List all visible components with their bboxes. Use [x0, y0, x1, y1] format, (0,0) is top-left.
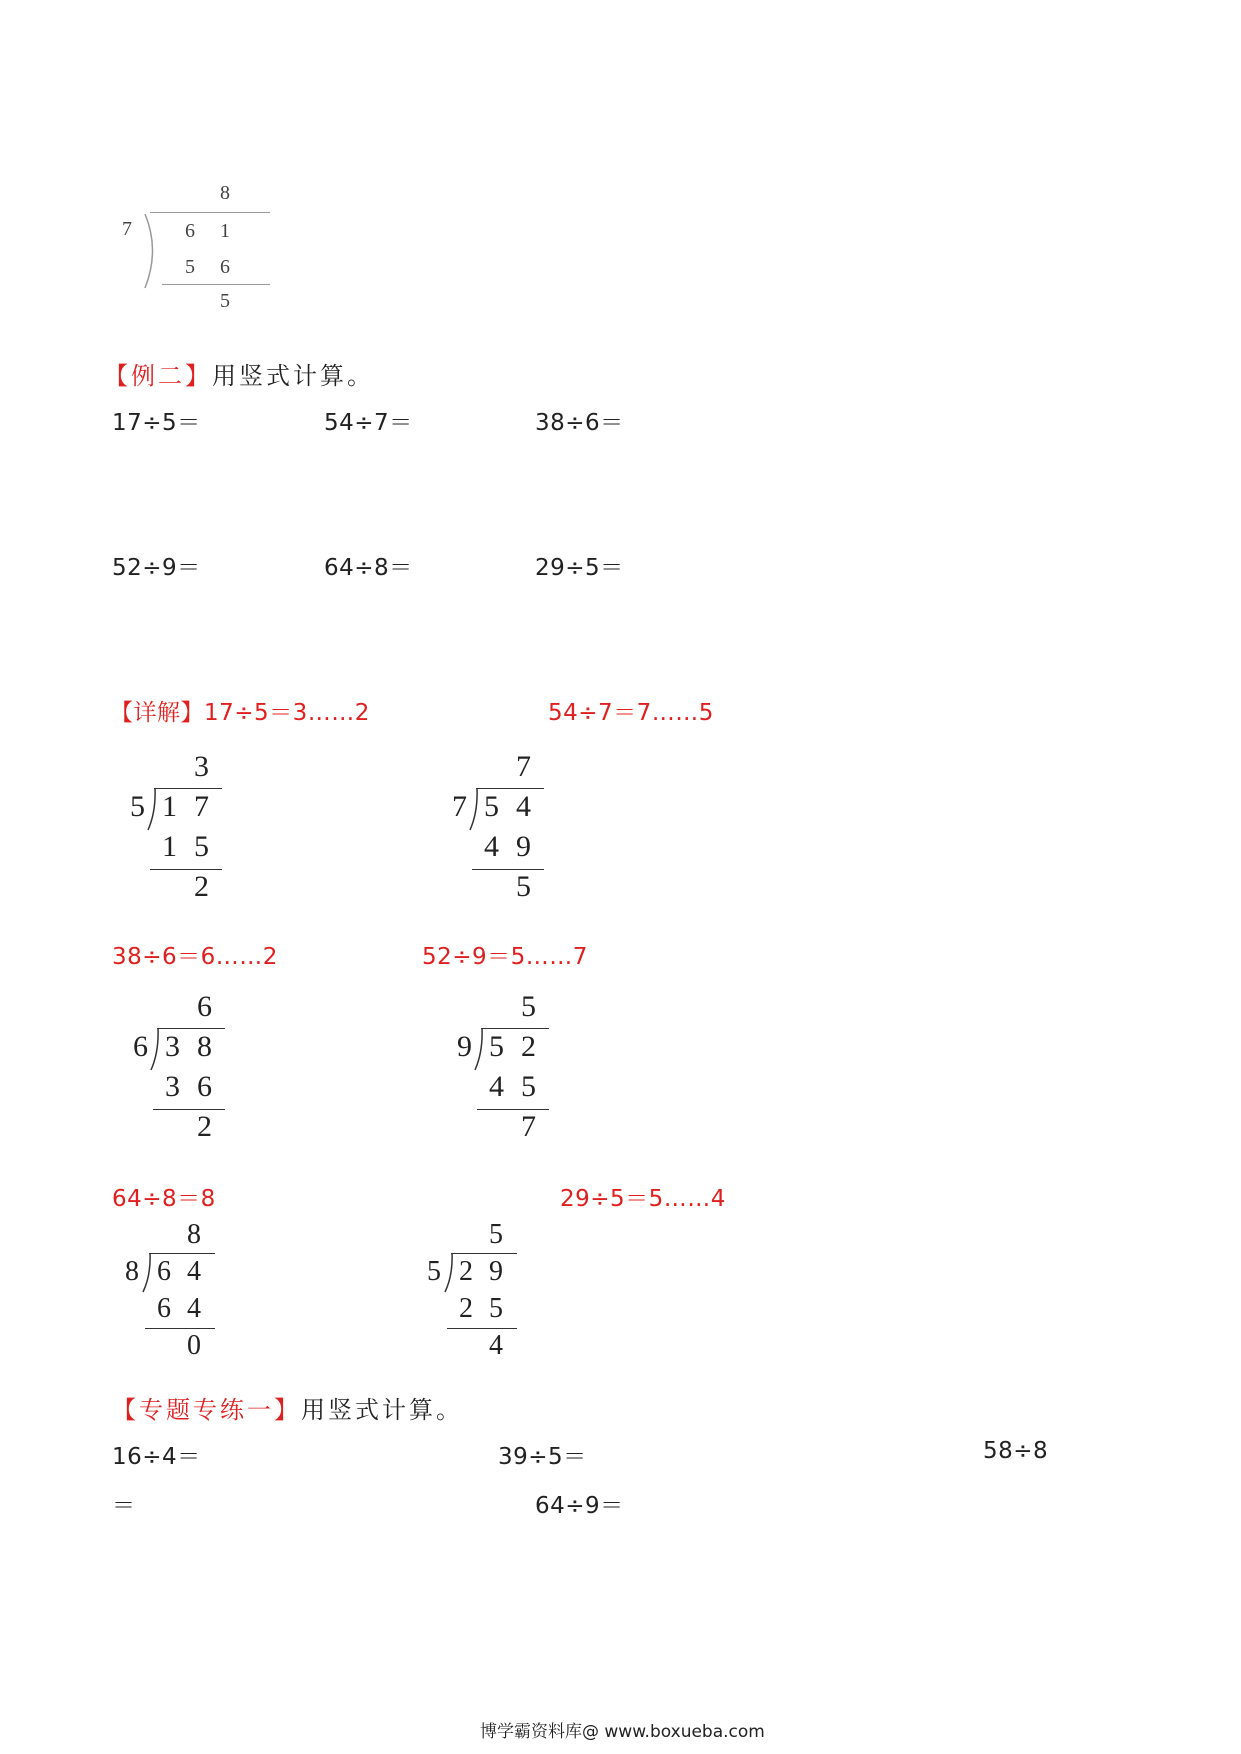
dividend-digit: 2	[459, 1256, 473, 1287]
dividend-digit: 2	[521, 1030, 536, 1063]
dividend-digit: 6	[157, 1256, 171, 1287]
practice1-problem: 16÷4＝	[112, 1444, 201, 1470]
quotient-digit: 5	[489, 1219, 503, 1250]
practice1-instruction: 用竖式计算。	[301, 1396, 463, 1424]
long-division-4	[457, 992, 587, 1142]
example2-problem: 17÷5＝	[112, 410, 201, 436]
division-subtract-line	[153, 1109, 225, 1110]
example2-label: 【例二】	[104, 362, 212, 390]
product-digit: 5	[489, 1293, 503, 1324]
long-division-1	[130, 752, 260, 902]
top-remainder: 5	[220, 290, 230, 312]
quotient-digit: 5	[521, 990, 536, 1023]
top-product-digit: 6	[220, 256, 230, 278]
long-division-3	[133, 992, 263, 1142]
practice1-heading	[112, 1390, 463, 1425]
division-bracket	[473, 1028, 487, 1074]
division-subtract-line	[472, 869, 544, 870]
example2-problem: 54÷7＝	[324, 410, 413, 436]
explanation-answer: 52÷9＝5……7	[422, 944, 588, 970]
top-division-bracket	[142, 212, 162, 290]
dividend-digit: 1	[162, 790, 177, 823]
top-product-digit: 5	[185, 256, 195, 278]
division-bracket	[149, 1028, 163, 1074]
top-divisor: 7	[122, 218, 132, 240]
division-bracket	[141, 1253, 155, 1296]
footer-text: 博学霸资料库@ www.boxueba.com	[480, 1722, 765, 1742]
dividend-digit: 5	[489, 1030, 504, 1063]
product-digit: 2	[459, 1293, 473, 1324]
remainder-digit: 7	[521, 1110, 536, 1143]
explanation-answer: 29÷5＝5……4	[560, 1186, 726, 1212]
division-subtract-line	[150, 869, 222, 870]
dividend-digit: 5	[484, 790, 499, 823]
remainder-digit: 2	[197, 1110, 212, 1143]
product-digit: 5	[521, 1070, 536, 1103]
quotient-digit: 7	[516, 750, 531, 783]
example2-problem: 52÷9＝	[112, 555, 201, 581]
product-digit: 4	[187, 1293, 201, 1324]
explanation-answer: 17÷5＝3……2	[204, 700, 370, 726]
dividend-digit: 7	[194, 790, 209, 823]
product-digit: 4	[489, 1070, 504, 1103]
top-top-line	[150, 212, 270, 213]
explanation-answer: 38÷6＝6……2	[112, 944, 278, 970]
explanation-answer-row	[110, 694, 370, 727]
product-digit: 5	[194, 830, 209, 863]
example2-instruction: 用竖式计算。	[212, 362, 374, 390]
quotient-digit: 8	[187, 1219, 201, 1250]
division-bracket	[468, 788, 482, 834]
long-division-5	[125, 1220, 255, 1370]
long-division-2	[452, 752, 582, 902]
divisor-digit: 5	[130, 790, 145, 823]
dividend-digit: 3	[165, 1030, 180, 1063]
remainder-digit: 4	[489, 1330, 503, 1361]
product-digit: 3	[165, 1070, 180, 1103]
top-dividend-digit: 6	[185, 220, 195, 242]
practice1-problem: 58÷8	[983, 1438, 1049, 1464]
top-division	[110, 180, 270, 320]
product-digit: 4	[484, 830, 499, 863]
explanation-answer: 54÷7＝7……5	[548, 700, 714, 726]
division-top-line	[476, 788, 544, 789]
division-subtract-line	[477, 1109, 549, 1110]
practice1-problem: 39÷5＝	[498, 1444, 587, 1470]
product-digit: 1	[162, 830, 177, 863]
division-bracket	[443, 1253, 457, 1296]
top-quotient: 8	[220, 182, 230, 204]
dividend-digit: 4	[187, 1256, 201, 1287]
product-digit: 6	[157, 1293, 171, 1324]
practice1-label: 【专题专练一】	[112, 1396, 301, 1424]
example2-problem: 29÷5＝	[535, 555, 624, 581]
division-top-line	[157, 1028, 225, 1029]
quotient-digit: 6	[197, 990, 212, 1023]
product-digit: 6	[197, 1070, 212, 1103]
dividend-digit: 8	[197, 1030, 212, 1063]
top-dividend-digit: 1	[220, 220, 230, 242]
product-digit: 9	[516, 830, 531, 863]
example2-problem: 64÷8＝	[324, 555, 413, 581]
top-subtract-line	[162, 284, 270, 285]
practice1-problem: ＝	[112, 1493, 136, 1519]
practice1-problem: 64÷9＝	[535, 1493, 624, 1519]
explanation-label: 【详解】	[110, 700, 204, 726]
division-top-line	[481, 1028, 549, 1029]
division-top-line	[154, 788, 222, 789]
dividend-digit: 4	[516, 790, 531, 823]
dividend-digit: 9	[489, 1256, 503, 1287]
division-subtract-line	[145, 1328, 215, 1329]
divisor-digit: 8	[125, 1256, 139, 1287]
long-division-6	[427, 1220, 557, 1370]
divisor-digit: 6	[133, 1030, 148, 1063]
explanation-answer: 64÷8＝8	[112, 1186, 216, 1212]
quotient-digit: 3	[194, 750, 209, 783]
example2-heading	[104, 356, 374, 391]
divisor-digit: 9	[457, 1030, 472, 1063]
divisor-digit: 5	[427, 1256, 441, 1287]
division-top-line	[451, 1253, 517, 1254]
division-top-line	[149, 1253, 215, 1254]
remainder-digit: 0	[187, 1330, 201, 1361]
remainder-digit: 5	[516, 870, 531, 903]
example2-problem: 38÷6＝	[535, 410, 624, 436]
division-bracket	[146, 788, 160, 834]
division-subtract-line	[447, 1328, 517, 1329]
divisor-digit: 7	[452, 790, 467, 823]
remainder-digit: 2	[194, 870, 209, 903]
